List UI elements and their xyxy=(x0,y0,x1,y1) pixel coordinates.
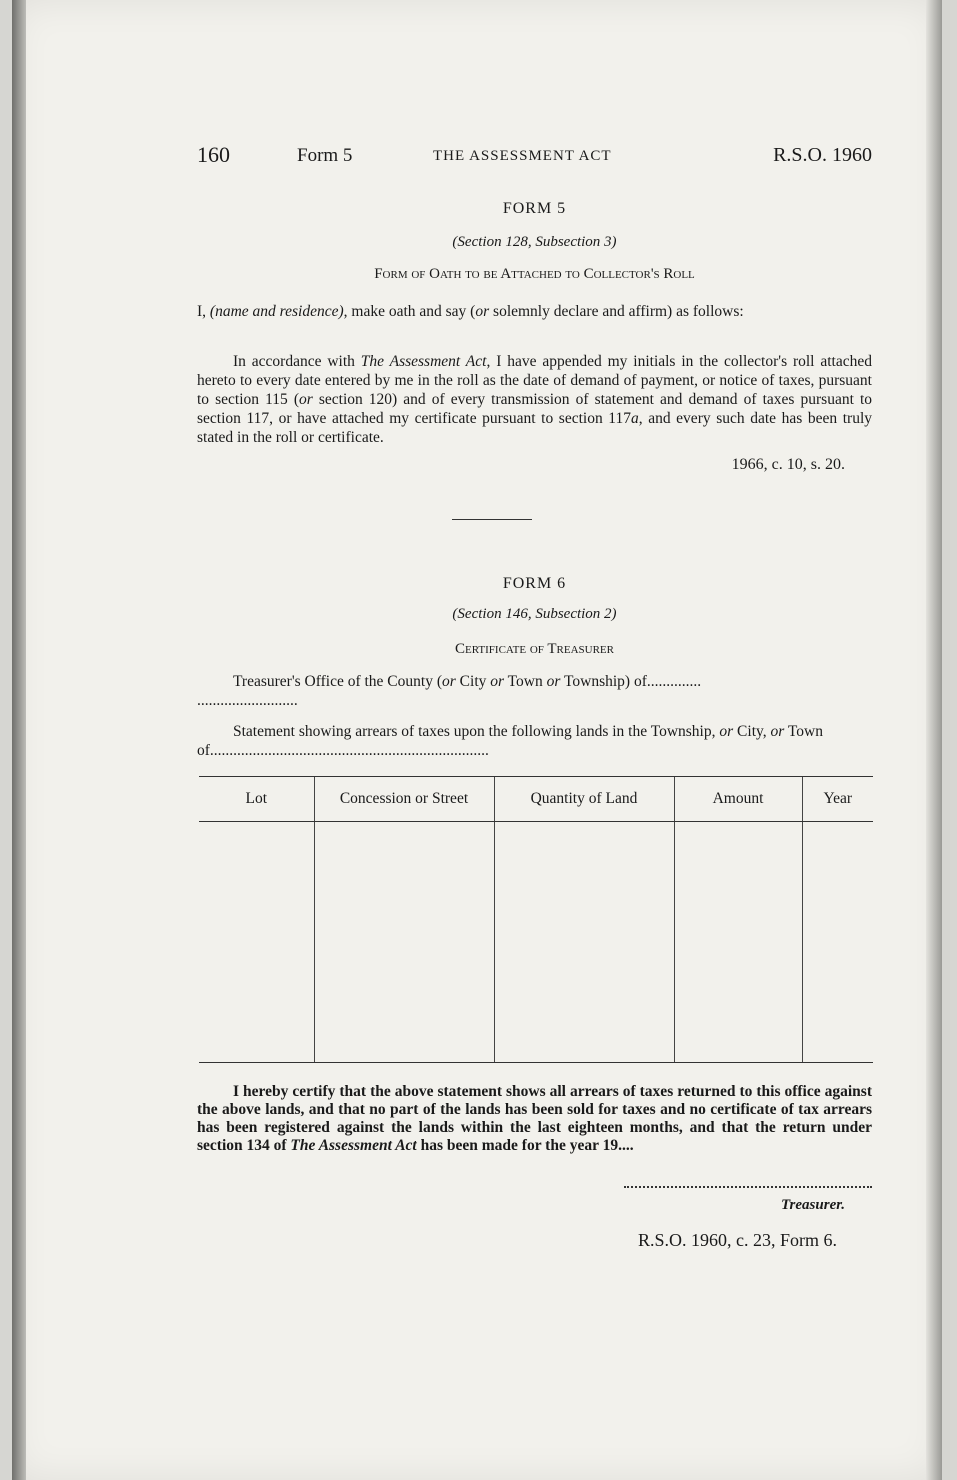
table-cell xyxy=(494,822,674,1063)
header-form-ref: Form 5 xyxy=(297,145,353,166)
dotted-fill: ........................................................................ xyxy=(209,742,489,759)
form6-title: FORM 6 xyxy=(502,575,567,592)
dotted-fill: .......................... xyxy=(197,692,298,709)
treasurer-office-line: Treasurer's Office of the County (or City or Town or Township) of.............. .......................... xyxy=(197,673,702,709)
col-header-concession: Concession or Street xyxy=(314,777,494,822)
form6-section: (Section 146, Subsection 2) xyxy=(452,606,617,622)
form6-citation: R.S.O. 1960, c. 23, Form 6. xyxy=(637,1230,837,1250)
document-page xyxy=(12,0,942,1480)
certification-text: I hereby certify that the above statement shows all arrears of taxes returned to this office against the above lands, and that no part of the lands has been sold for taxes and no certificate of tax arrears has been registered against the lands within the last eighteen months, and that the return under section 134 of The Assessment Act has been made for the year 19.... xyxy=(197,1083,872,1154)
form6-heading: Certificate of Treasurer xyxy=(455,641,614,657)
form5-citation: 1966, c. 10, s. 20. xyxy=(731,456,845,473)
header-act-title: THE ASSESSMENT ACT xyxy=(433,148,612,164)
table-row xyxy=(199,822,873,1063)
page-number: 160 xyxy=(197,142,230,167)
col-header-amount: Amount xyxy=(674,777,802,822)
running-header xyxy=(197,142,872,172)
oath-intro: I, (name and residence), make oath and say (or solemnly declare and affirm) as follows: xyxy=(197,303,744,320)
table-cell xyxy=(199,822,314,1063)
table-cell xyxy=(674,822,802,1063)
page-right-edge xyxy=(926,0,942,1480)
col-header-quantity: Quantity of Land xyxy=(494,777,674,822)
dotted-fill: .............. xyxy=(646,673,702,690)
page-binding-edge xyxy=(12,0,26,1480)
table-header-row xyxy=(199,777,873,822)
table-cell xyxy=(314,822,494,1063)
form5-heading: Form of Oath to be Attached to Collector's Roll xyxy=(374,266,695,282)
arrears-statement-line: Statement showing arrears of taxes upon the following lands in the Township, or City, or Town of........................................................................ xyxy=(197,723,823,759)
table-cell xyxy=(802,822,873,1063)
col-header-year: Year xyxy=(802,777,873,822)
section-divider xyxy=(452,519,532,520)
col-header-lot: Lot xyxy=(199,777,314,822)
arrears-table xyxy=(199,776,873,1063)
treasurer-label: Treasurer. xyxy=(780,1197,845,1213)
form5-section: (Section 128, Subsection 3) xyxy=(452,234,617,250)
form5-title: FORM 5 xyxy=(502,200,567,217)
signature-line xyxy=(624,1186,872,1189)
oath-body: In accordance with The Assessment Act, I have appended my initials in the collector's roll attached hereto to every date entered by me in the roll as the date of demand of payment, or notice of taxes, pursuant to section 115 (or section 120) and of every transmission of statement and demand of taxes pursuant to section 117, or have attached my certificate pursuant to section 117a, and every such date has been truly stated in the roll or certificate. xyxy=(197,353,872,446)
header-rso: R.S.O. 1960 xyxy=(773,144,872,166)
